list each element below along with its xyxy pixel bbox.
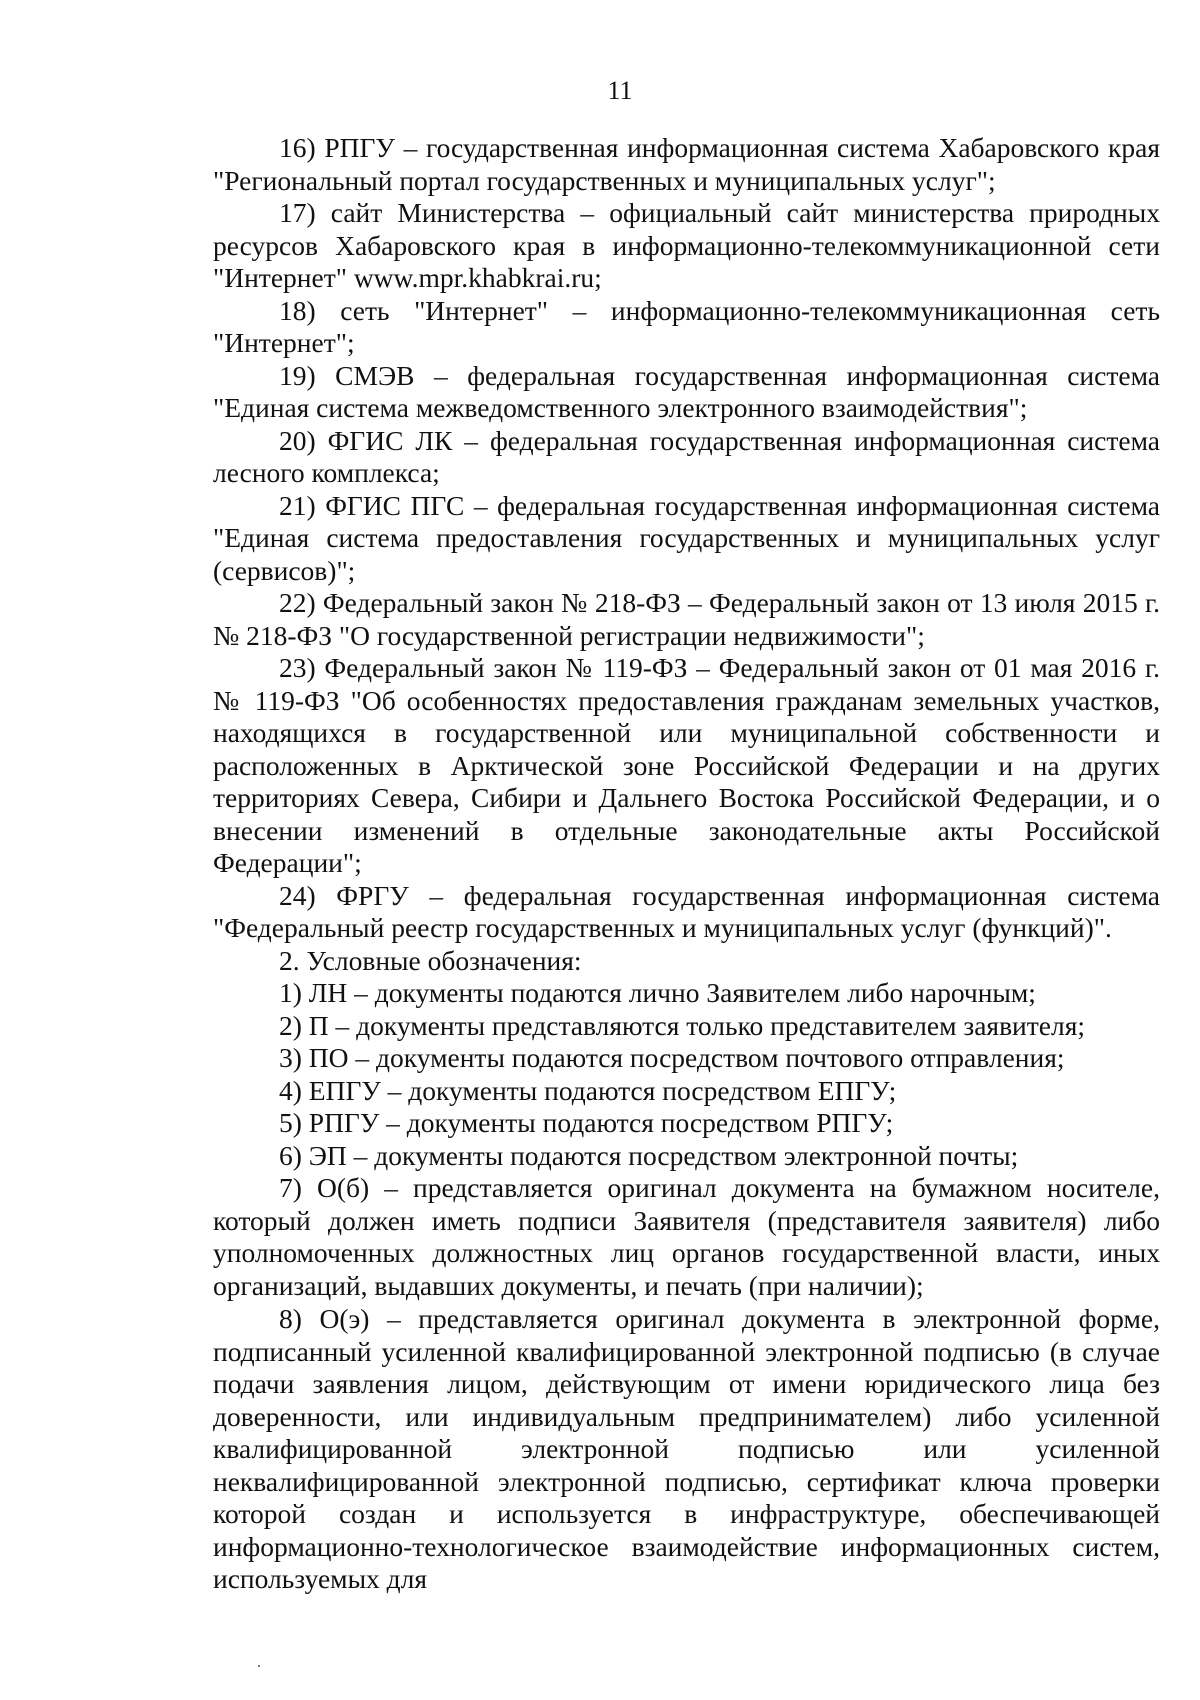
definition-item-19: 19) СМЭВ – федеральная государственная информационная система "Единая система межведомственного электронного взаимодействия"; (213, 359, 1160, 423)
definition-item-18: 18) сеть "Интернет" – информационно-телекоммуникационная сеть "Интернет"; (213, 294, 1160, 358)
definition-item-17: 17) сайт Министерства – официальный сайт министерства природных ресурсов Хабаровского края в информационно-телекоммуникационной сети "Интернет" www.mpr.khabkrai.ru; (213, 197, 1160, 293)
notation-item-7: 7) О(б) – представляется оригинал документа на бумажном носителе, который должен иметь подписи Заявителя (представителя заявителя) либо уполномоченных должностных лиц органов государственной власти, иных организаций, выдавших документы, и печать (при наличии); (213, 1172, 1160, 1301)
notation-item-6: 6) ЭП – документы подаются посредством электронной почты; (279, 1139, 1019, 1171)
notation-item-5: 5) РПГУ – документы подаются посредством РПГУ; (279, 1107, 894, 1138)
scan-speck (258, 1665, 260, 1667)
notation-item-8: 8) О(э) – представляется оригинал документа в электронной форме, подписанный усиленной квалифицированной электронной подписью (в случае подачи заявления лицом, действующим от имени юридического лица без доверенности, или индивидуальным предпринимателем) либо усиленной квалифицированной электронной подписью или усиленной неквалифицированной электронной подписью, сертификат ключа проверки которой создан и используется в инфраструктуре, обеспечивающей информационно-технологическое взаимодействие информационных систем, используемых для (213, 1303, 1160, 1594)
definition-item-24: 24) ФРГУ – федеральная государственная информационная система "Федеральный реестр государственных и муниципальных услуг (функций)". (213, 879, 1160, 943)
document-body (213, 132, 1160, 1596)
notation-item-4: 4) ЕПГУ – документы подаются посредством ЕПГУ; (279, 1074, 897, 1106)
definition-item-22: 22) Федеральный закон № 218-ФЗ – Федеральный закон от 13 июля 2015 г. № 218-ФЗ "О государственной регистрации недвижимости"; (213, 587, 1160, 651)
notation-item-2: 2) П – документы представляются только представителем заявителя; (279, 1009, 1086, 1041)
definition-item-16: 16) РПГУ – государственная информационная система Хабаровского края "Региональный портал государственных и муниципальных услуг"; (213, 132, 1160, 196)
notation-item-1: 1) ЛН – документы подаются лично Заявителем либо нарочным; (279, 977, 1036, 1008)
definition-item-23: 23) Федеральный закон № 119-ФЗ – Федеральный закон от 01 мая 2016 г. № 119-ФЗ "Об особенностях предоставления гражданам земельных участков, находящихся в государственной или муниципальной собственности и расположенных в Арктической зоне Российской Федерации и на других территориях Севера, Сибири и Дальнего Востока Российской Федерации, и о внесении изменений в отдельные законодательные акты Российской Федерации"; (213, 652, 1160, 878)
notation-item-3: 3) ПО – документы подаются посредством почтового отправления; (279, 1042, 1065, 1073)
definition-item-21: 21) ФГИС ПГС – федеральная государственная информационная система "Единая система предоставления государственных и муниципальных услуг (сервисов)"; (213, 489, 1160, 586)
page-number: 11 (607, 76, 633, 105)
definition-item-20: 20) ФГИС ЛК – федеральная государственная информационная система лесного комплекса; (213, 424, 1160, 488)
section-heading: 2. Условные обозначения: (279, 944, 582, 976)
